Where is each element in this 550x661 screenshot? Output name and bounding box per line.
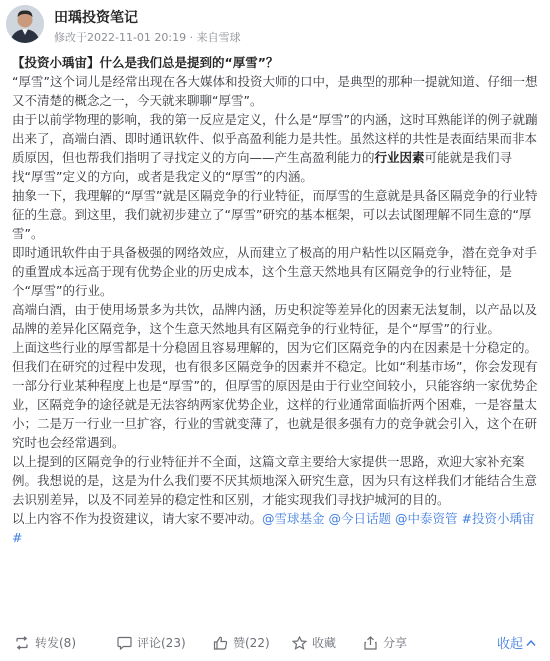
star-icon (292, 636, 307, 650)
chevron-up-icon (526, 639, 536, 647)
avatar[interactable] (6, 5, 44, 43)
post-body (12, 53, 540, 547)
action-bar (0, 623, 550, 661)
paragraph-6: 上面这些行业的厚雪都是十分稳固且容易理解的，因为它们区隔竞争的内在因素是十分稳定的。但我们在研究的过程中发现，也有很多区隔竞争的因素并不稳定。比如“利基市场”，你会发现有一部分行业某种程度上也是“厚雪”的，但厚雪的原因是由于行业空间较小，只能容纳一家优势企业，区隔竞争的途径就是无法容纳两家优势企业，这样的行业通常面临折两个困难，一是容量太小；二是万一行业一旦扩容，行业的雪就变薄了，也就是很多强有力的竞争就会引入，这个在研究时也会经常遇到。 (12, 340, 538, 450)
paragraph-2 (12, 110, 540, 186)
thumbs-up-icon (213, 636, 228, 650)
favorite-button[interactable] (292, 634, 336, 651)
paragraph-1: “厚雪”这个词儿是经常出现在各大媒体和投资大师的口中，是典型的那种一提就知道、仔细一想又不清楚的概念之一，今天就来聊聊“厚雪”。 (12, 74, 538, 108)
comment-icon (117, 636, 132, 650)
comment-label: 评论(23) (137, 636, 186, 650)
retweet-button[interactable] (14, 634, 76, 651)
post-title: 【投资小瑀宙】什么是我们总是提到的“厚雪”？ (12, 55, 279, 70)
like-button[interactable] (213, 634, 270, 651)
paragraph-7: 以上提到的区隔竞争的行业特征并不全面，这篇文章主要给大家提供一思路，欢迎大家补充案例。我想说的是，这是为什么我们要不厌其烦地深入研究生意，因为只有这样我们才能结合生意去识别差异，以及不同差异的稳定性和区别，才能实现我们寻找护城河的目的。 (12, 454, 538, 507)
retweet-label: 转发(8) (35, 636, 76, 650)
share-label: 分享 (383, 636, 408, 650)
avatar-image (6, 5, 44, 43)
collapse-label: 收起 (496, 637, 523, 652)
paragraph-8 (12, 509, 540, 547)
tag-link[interactable]: #投资小瑀宙# (12, 511, 535, 545)
retweet-icon (14, 636, 30, 650)
paragraph-5: 高端白酒，由于使用场景多为共饮，品牌内涵，历史积淀等差异化的因素无法复制，以产品以及品牌的差异化区隔竞争，这个生意天然地具有区隔竞争的行业特征，是个“厚雪”的行业。 (12, 302, 538, 336)
collapse-button[interactable] (497, 633, 536, 652)
share-icon (363, 636, 378, 650)
post-meta: 修改于2022-11-01 20:19 · 来自雪球 (54, 31, 241, 44)
tag-link[interactable]: @雪球基金 (262, 511, 325, 526)
paragraph-2-text-b: 可能就是我们寻找“厚雪”定义的方向，或者是我定义的“厚雪”的内涵。 (12, 150, 513, 184)
like-label: 赞(22) (233, 636, 270, 650)
comment-button[interactable] (117, 634, 186, 651)
post-header (0, 0, 550, 48)
paragraph-2-bold: 行业因素 (374, 150, 425, 165)
tag-link[interactable]: @今日话题 (328, 511, 392, 526)
paragraph-3: 抽象一下，我理解的“厚雪”就是区隔竞争的行业特征，而厚雪的生意就是具备区隔竞争的行业特征的生意。到这里，我们就初步建立了“厚雪”研究的基本框架，可以去试图理解不同生意的“厚雪”。 (12, 188, 538, 241)
share-button[interactable] (363, 634, 407, 651)
paragraph-2-text-a: 由于以前学物理的影响，我的第一反应是定义，什么是“厚雪”的内涵，这时耳熟能详的例子就蹦出来了，高端白酒、即时通讯软件、似乎高盈利能力是共性。虽然这样的共性是表面结果而非本质原因，但也帮我们指明了寻找定义的方向——产生高盈利能力的 (12, 112, 538, 165)
paragraph-8-text: 以上内容不作为投资建议，请大家不要冲动。 (12, 511, 263, 526)
paragraph-4: 即时通讯软件由于具备极强的网络效应，从而建立了极高的用户粘性以区隔竞争，潜在竞争对手的重置成本远高于现有优势企业的历史成本，这个生意天然地具有区隔竞争的行业特征，是个“厚雪”的行业。 (12, 245, 538, 298)
tag-link[interactable]: @中泰资管 (395, 511, 458, 526)
author-name[interactable]: 田瑀投资笔记 (54, 10, 138, 26)
favorite-label: 收藏 (312, 636, 337, 650)
